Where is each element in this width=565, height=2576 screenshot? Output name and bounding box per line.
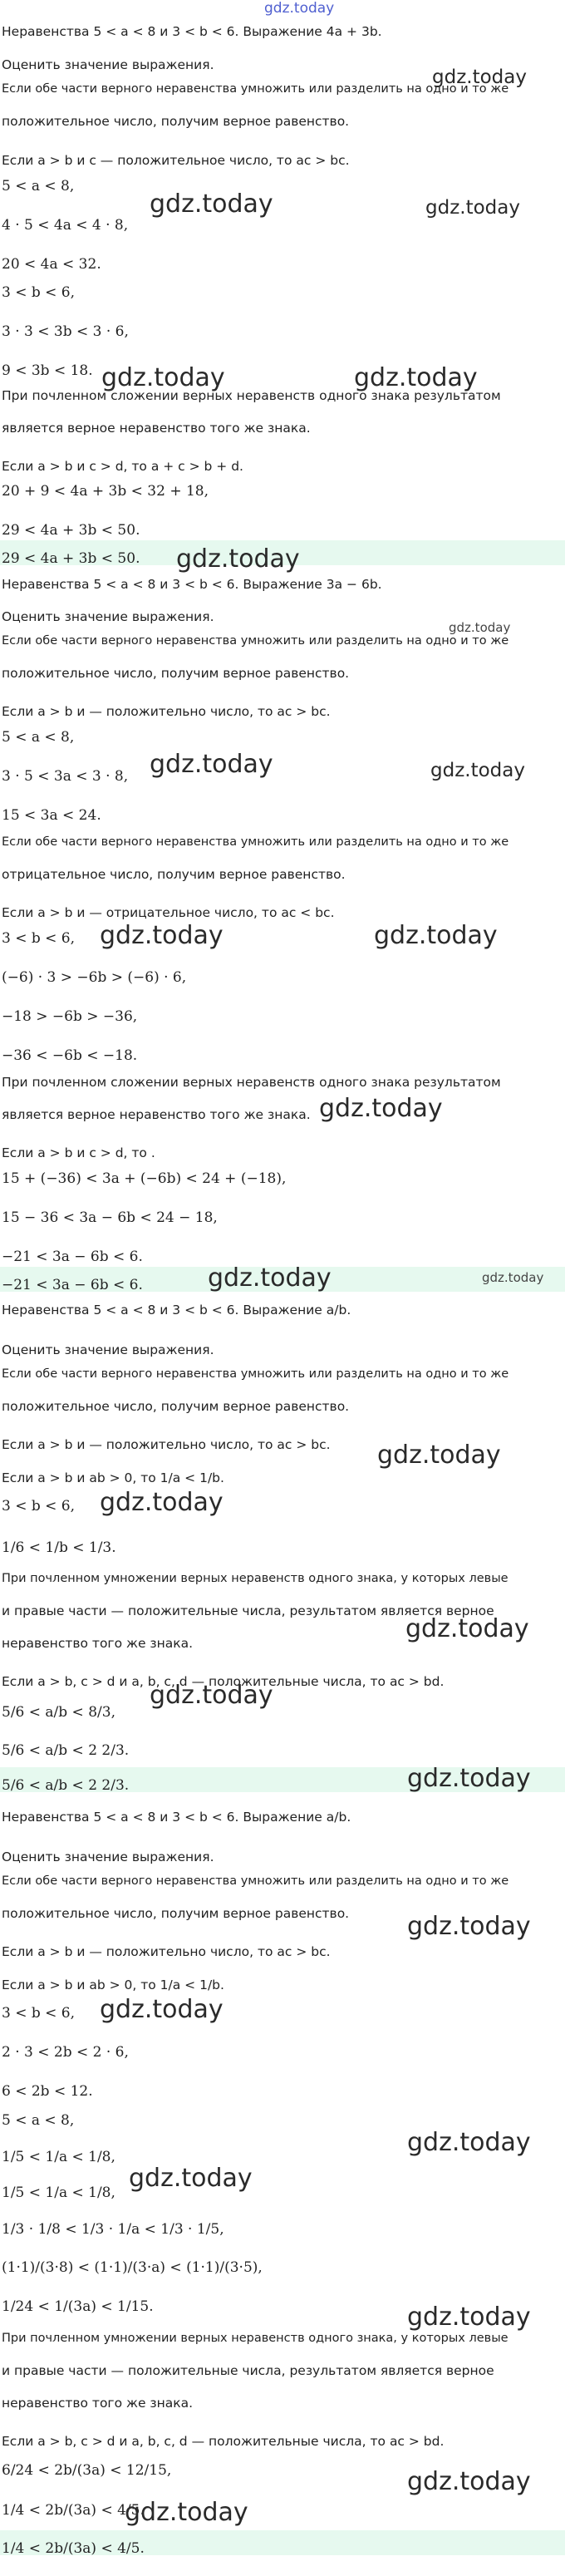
math-line: 3 < b < 6, <box>2 930 76 947</box>
math-line: 5/6 < a/b < 2 2/3. <box>2 1777 130 1794</box>
watermark: gdz.today <box>100 1995 224 2024</box>
text-line: Если a > b и c > d, то . <box>2 1145 155 1160</box>
watermark: gdz.today <box>407 1912 531 1941</box>
text-line: является верное неравенство того же знака. <box>2 421 311 436</box>
text-line: положительное число, получим верное равенство. <box>2 114 350 129</box>
math-line: 5 < a < 8, <box>2 2112 75 2129</box>
math-line: 5 < a < 8, <box>2 729 75 746</box>
text-line: Если a > b и c > d, то a + c > b + d. <box>2 459 243 474</box>
watermark: gdz.today <box>150 190 273 219</box>
watermark: gdz.today <box>208 1263 332 1293</box>
text-line: Неравенства 5 < a < 8 и 3 < b < 6. Выражение a/b. <box>2 1810 351 1825</box>
watermark: gdz.today <box>407 1764 531 1793</box>
text-line: Неравенства 5 < a < 8 и 3 < b < 6. Выражение 3a − 6b. <box>2 577 382 592</box>
text-line: Если a > b и — положительно число, то ac > bc. <box>2 1437 331 1452</box>
math-line: 3 · 5 < 3a < 3 · 8, <box>2 768 129 785</box>
text-line: При почленном сложении верных неравенств одного знака результатом <box>2 1075 501 1090</box>
math-line: 3 · 3 < 3b < 3 · 6, <box>2 323 129 340</box>
watermark: gdz.today <box>377 1441 501 1470</box>
math-line: 15 < 3a < 24. <box>2 807 101 824</box>
math-line: 1/4 < 2b/(3a) < 4/5. <box>2 2540 145 2557</box>
math-line: 2 · 3 < 2b < 2 · 6, <box>2 2044 129 2061</box>
math-line: 5/6 < a/b < 2 2/3. <box>2 1742 130 1759</box>
text-line: неравенство того же знака. <box>2 1636 194 1651</box>
text-line: Если обе части верного неравенства умножить или разделить на одно и то же <box>2 82 509 96</box>
watermark: gdz.today <box>432 66 527 88</box>
math-line: 1/5 < 1/a < 1/8, <box>2 2184 115 2201</box>
math-line: 3 < b < 6, <box>2 2005 76 2022</box>
watermark: gdz.today <box>407 2128 531 2157</box>
text-line: При почленном сложении верных неравенств одного знака результатом <box>2 388 501 403</box>
math-line: 9 < 3b < 18. <box>2 362 93 379</box>
math-line: −36 < −6b < −18. <box>2 1047 138 1064</box>
watermark: gdz.today <box>407 2467 531 2496</box>
math-line: (1·1)/(3·8) < (1·1)/(3·a) < (1·1)/(3·5), <box>2 2259 263 2276</box>
math-line: 29 < 4a + 3b < 50. <box>2 550 140 567</box>
math-line: 1/6 < 1/b < 1/3. <box>2 1539 116 1556</box>
text-line: Если a > b, c > d и a, b, c, d — положительные числа, то ac > bd. <box>2 1674 445 1689</box>
text-line: Если a > b и — положительно число, то ac > bc. <box>2 1944 331 1959</box>
watermark: gdz.today <box>430 760 525 781</box>
watermark: gdz.today <box>319 1094 443 1123</box>
math-line: (−6) · 3 > −6b > (−6) · 6, <box>2 969 187 986</box>
math-line: 1/24 < 1/(3a) < 1/15. <box>2 2298 154 2315</box>
text-line: При почленном умножении верных неравенств одного знака, у которых левые <box>2 2332 508 2345</box>
site-header-logo: gdz.today <box>264 0 335 17</box>
math-line: 15 − 36 < 3a − 6b < 24 − 18, <box>2 1209 218 1226</box>
text-line: Неравенства 5 < a < 8 и 3 < b < 6. Выражение 4a + 3b. <box>2 24 382 39</box>
text-line: Если обе части верного неравенства умножить или разделить на одно и то же <box>2 1367 509 1381</box>
math-line: 5 < a < 8, <box>2 178 75 195</box>
math-line: 15 + (−36) < 3a + (−6b) < 24 + (−18), <box>2 1170 287 1187</box>
math-line: 6/24 < 2b/(3a) < 12/15, <box>2 2462 172 2479</box>
watermark: gdz.today <box>100 1488 224 1517</box>
watermark: gdz.today <box>129 2164 253 2193</box>
watermark: gdz.today <box>100 921 224 950</box>
math-line: 3 < b < 6, <box>2 1498 76 1515</box>
math-line: 4 · 5 < 4a < 4 · 8, <box>2 217 129 234</box>
math-line: 6 < 2b < 12. <box>2 2083 93 2100</box>
math-line: 1/5 < 1/a < 1/8, <box>2 2149 115 2165</box>
math-line: 20 < 4a < 32. <box>2 256 101 273</box>
text-line: Оценить значение выражения. <box>2 1342 214 1357</box>
watermark: gdz.today <box>449 620 511 635</box>
text-line: положительное число, получим верное равенство. <box>2 1399 350 1414</box>
math-line: −21 < 3a − 6b < 6. <box>2 1249 143 1265</box>
text-line: отрицательное число, получим верное равенство. <box>2 867 346 882</box>
text-line: Оценить значение выражения. <box>2 609 214 624</box>
watermark: gdz.today <box>482 1270 544 1285</box>
watermark: gdz.today <box>176 544 300 574</box>
watermark: gdz.today <box>374 921 498 950</box>
text-line: Если a > b и c — положительное число, то ac > bc. <box>2 153 350 168</box>
text-line: Если обе части верного неравенства умножить или разделить на одно и то же <box>2 634 509 648</box>
math-line: −18 > −6b > −36, <box>2 1008 138 1025</box>
text-line: При почленном умножении верных неравенств одного знака, у которых левые <box>2 1572 508 1585</box>
watermark: gdz.today <box>405 1614 529 1643</box>
math-line: 1/4 < 2b/(3a) < 4/5. <box>2 2502 145 2519</box>
math-line: 29 < 4a + 3b < 50. <box>2 522 140 539</box>
text-line: и правые части — положительные числа, результатом является верное <box>2 1603 494 1618</box>
text-line: Если a > b и — положительно число, то ac > bc. <box>2 704 331 719</box>
watermark: gdz.today <box>101 363 225 392</box>
math-line: 1/3 · 1/8 < 1/3 · 1/a < 1/3 · 1/5, <box>2 2221 224 2238</box>
text-line: Если обе части верного неравенства умножить или разделить на одно и то же <box>2 1874 509 1888</box>
math-line: 5/6 < a/b < 8/3, <box>2 1704 115 1721</box>
math-line: −21 < 3a − 6b < 6. <box>2 1277 143 1293</box>
text-line: неравенство того же знака. <box>2 2396 194 2411</box>
text-line: Оценить значение выражения. <box>2 57 214 72</box>
text-line: Оценить значение выражения. <box>2 1849 214 1864</box>
text-line: положительное число, получим верное равенство. <box>2 1906 350 1921</box>
watermark: gdz.today <box>407 2303 531 2332</box>
math-line: 3 < b < 6, <box>2 284 76 301</box>
text-line: Неравенства 5 < a < 8 и 3 < b < 6. Выражение a/b. <box>2 1303 351 1318</box>
watermark: gdz.today <box>354 363 478 392</box>
text-line: и правые части — положительные числа, результатом является верное <box>2 2363 494 2378</box>
text-line: Если a > b и ab > 0, то 1/a < 1/b. <box>2 1470 224 1485</box>
watermark: gdz.today <box>425 197 520 219</box>
text-line: Если a > b и ab > 0, то 1/a < 1/b. <box>2 1978 224 1992</box>
watermark: gdz.today <box>150 750 273 779</box>
watermark: gdz.today <box>125 2498 248 2527</box>
watermark: gdz.today <box>150 1681 273 1710</box>
math-line: 20 + 9 < 4a + 3b < 32 + 18, <box>2 483 209 500</box>
text-line: является верное неравенство того же знака. <box>2 1107 311 1122</box>
text-line: Если a > b, c > d и a, b, c, d — положительные числа, то ac > bd. <box>2 2434 445 2449</box>
text-line: Если a > b и — отрицательное число, то ac < bc. <box>2 905 335 920</box>
text-line: положительное число, получим верное равенство. <box>2 666 350 681</box>
text-line: Если обе части верного неравенства умножить или разделить на одно и то же <box>2 835 509 849</box>
